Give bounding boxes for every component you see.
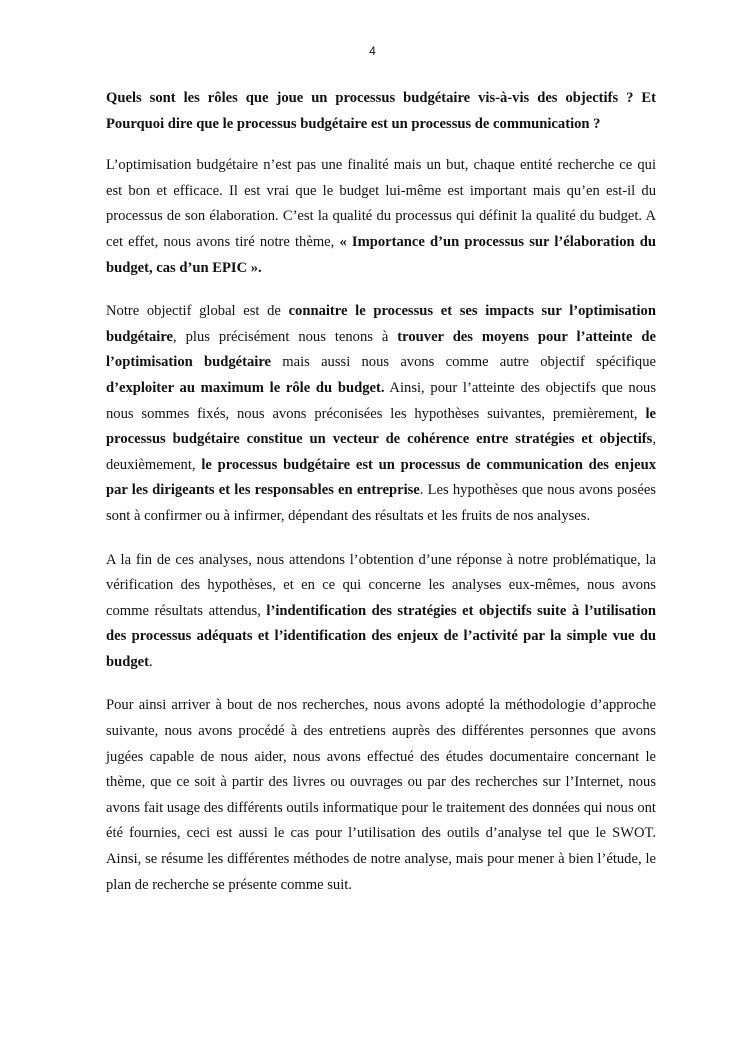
paragraph-expected-results [106, 548, 656, 676]
document-body [106, 86, 656, 916]
paragraph-text: Ainsi, pour l’atteinte des objectifs que nous nous sommes fixés, nous avons préconisées les hypothèses suivantes, premièrement, [106, 379, 656, 422]
paragraph-text: . [148, 653, 153, 670]
specific-objective-1: trouver des moyens pour l’atteinte de l’optimisation budgétaire [106, 328, 656, 371]
hypothesis-1: le processus budgétaire constitue un vecteur de cohérence entre stratégies et objectifs [106, 405, 656, 448]
paragraph-text: A la fin de ces analyses, nous attendons l’obtention d’une réponse à notre problématique, la vérification des hypothèses, et en ce qui concerne les analyses eux-mêmes, nous avons comme résultats attendus, [106, 551, 656, 619]
paragraph-text: . Les hypothèses que nous avons posées sont à confirmer ou à infirmer, dépendant des résultats et les fruits de nos analyses. [106, 482, 656, 524]
hypothesis-2: le processus budgétaire est un processus de communication des enjeux par les dirigeants et les responsables en entreprise [106, 456, 656, 499]
paragraph-objectives [106, 299, 656, 529]
paragraph-text: L’optimisation budgétaire n’est pas une finalité mais un but, chaque entité recherche ce qui est bon et efficace. Il est vrai que le budget lui-même est important mais qu’en est-il du processus de son élaboration. C’est la qualité du processus qui définit la qualité du budget. A cet effet, nous avons tiré notre thème, [106, 157, 656, 250]
paragraph-methodology: Pour ainsi arriver à bout de nos recherches, nous avons adopté la méthodologie d’approche suivante, nous avons procédé à des entretiens auprès des différentes personnes que avons jugées capable de nous aider, nous avons effectué des études documentaire concernant le thème, que ce soit à partir des livres ou ouvrages ou par des recherches sur l’Internet, nous avons fait usage des différents outils informatique pour le traitement des données qui nous ont été fournies, ceci est aussi le cas pour l’utilisation des outils d’analyse tel que le SWOT. Ainsi, se résume les différentes méthodes de notre analyse, mais pour mener à bien l’étude, le plan de recherche se présente comme suit. [106, 697, 656, 893]
page-number: 4 [369, 44, 376, 58]
global-objective: connaitre le processus et ses impacts sur l’optimisation budgétaire [106, 303, 656, 345]
paragraph-text: Notre objectif global est de [106, 303, 289, 320]
paragraph-text: mais aussi nous avons comme autre objectif spécifique [271, 354, 656, 371]
paragraph-text: , deuxièmement, [106, 431, 656, 473]
paragraph-text: , plus précisément nous tenons à [173, 328, 398, 345]
research-question: Quels sont les rôles que joue un processus budgétaire vis-à-vis des objectifs ? Et Pourquoi dire que le processus budgétaire est un processus de communication ? [106, 90, 656, 132]
expected-result: l’indentification des stratégies et objectifs suite à l’utilisation des processus adéquats et l’identification des enjeux de l’activité par la simple vue du budget [106, 602, 656, 670]
paragraph-optimisation [106, 153, 656, 281]
specific-objective-2: d’exploiter au maximum le rôle du budget. [106, 379, 385, 396]
theme-title: « Importance d’un processus sur l’élaboration du budget, cas d’un EPIC ». [106, 233, 656, 276]
